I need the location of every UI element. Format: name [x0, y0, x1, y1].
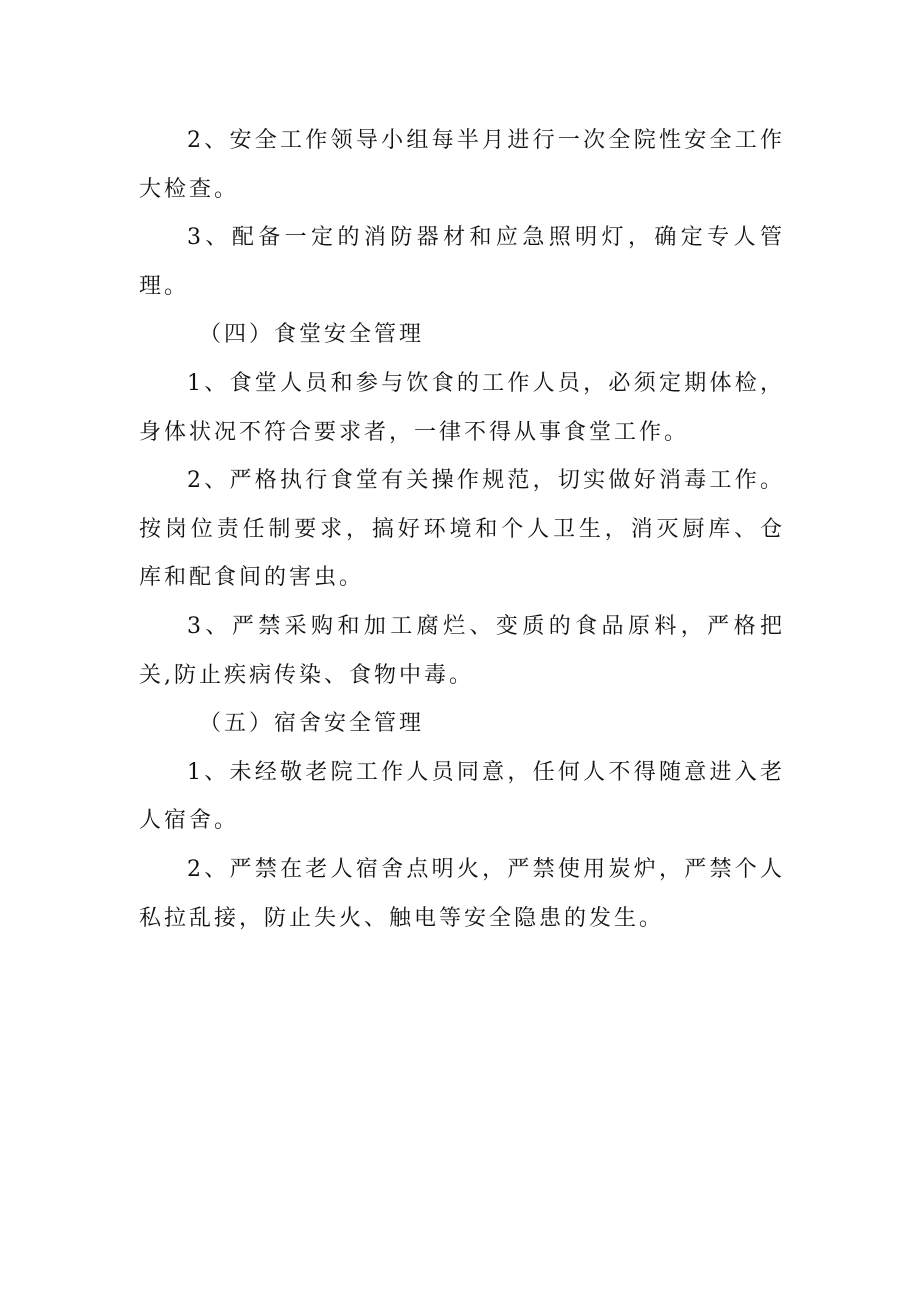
paragraph-canteen-food-safety: 3、严禁采购和加工腐烂、变质的食品原料，严格把关,防止疾病传染、食物中毒。	[139, 613, 785, 688]
document-body	[139, 117, 785, 943]
paragraph-dormitory-fire: 2、严禁在老人宿舍点明火，严禁使用炭炉，严禁个人私拉乱接，防止失火、触电等安全隐患的发生。	[139, 856, 785, 931]
paragraph-dormitory-entry: 1、未经敬老院工作人员同意，任何人不得随意进入老人宿舍。	[139, 759, 785, 834]
paragraph-canteen-health-check: 1、食堂人员和参与饮食的工作人员，必须定期体检，身体状况不符合要求者，一律不得从事食堂工作。	[139, 370, 785, 445]
section-heading-canteen: （四）食堂安全管理	[199, 322, 425, 348]
paragraph-canteen-hygiene: 2、严格执行食堂有关操作规范，切实做好消毒工作。按岗位责任制要求，搞好环境和个人卫生，消灭厨库、仓库和配食间的害虫。	[139, 468, 785, 591]
paragraph-fire-equipment: 3、配备一定的消防器材和应急照明灯，确定专人管理。	[139, 225, 785, 299]
paragraph-inspection: 2、安全工作领导小组每半月进行一次全院性安全工作大检查。	[139, 128, 785, 202]
section-heading-dormitory: （五）宿舍安全管理	[199, 711, 425, 737]
